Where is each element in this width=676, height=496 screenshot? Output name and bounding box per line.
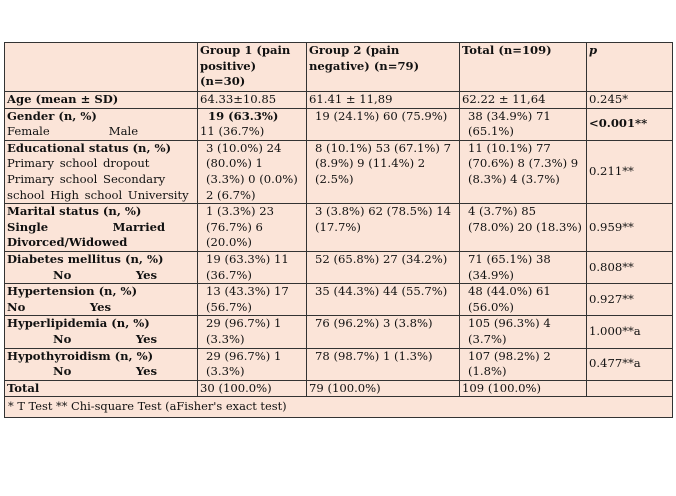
table-row-hypertension: [5, 284, 673, 316]
table-header-row: [5, 43, 673, 92]
cell-marital-group2: 3 (3.8%) 62 (78.5%) 14 (17.7%): [307, 204, 460, 252]
cell-education-group1: 3 (10.0%) 24 (80.0%) 1 (3.3%) 0 (0.0%) 2 (6.7%): [198, 140, 307, 203]
cell-marital-group1: 1 (3.3%) 23 (76.7%) 6 (20.0%): [198, 204, 307, 252]
cell-total-group1: 30 (100.0%): [198, 380, 307, 397]
cell-hypertension-total: 48 (44.0%) 61 (56.0%): [460, 284, 587, 316]
cell-total-total: 109 (100.0%): [460, 380, 587, 397]
row-label-hyperlipidemia: Hyperlipidemia (n, %): [7, 316, 150, 331]
row-label-age: Age (mean ± SD): [5, 92, 198, 109]
row-label-gender-cell: [5, 108, 198, 140]
cell-age-group2: 61.41 ± 11,89: [307, 92, 460, 109]
table-row-total: [5, 380, 673, 397]
row-sub-education: Primary school dropout Primary school Secondary school High school University: [7, 156, 189, 202]
cell-hypothyroidism-total: 107 (98.2%) 2 (1.8%): [460, 348, 587, 380]
cell-total-group2: 79 (100.0%): [307, 380, 460, 397]
table-row-education: [5, 140, 673, 203]
row-label-marital: Marital status (n, %): [7, 204, 142, 219]
cell-hypothyroidism-group1: 29 (96.7%) 1 (3.3%): [198, 348, 307, 380]
cell-diabetes-group2: 52 (65.8%) 27 (34.2%): [307, 251, 460, 283]
header-group2: Group 2 (pain negative) (n=79): [307, 43, 460, 92]
table-row-hyperlipidemia: [5, 316, 673, 348]
cell-total-p: [587, 380, 673, 397]
results-table: [4, 42, 673, 418]
row-label-education-cell: [5, 140, 198, 203]
row-label-hypertension-cell: [5, 284, 198, 316]
cell-hypertension-p: 0.927**: [587, 284, 673, 316]
row-sub-gender: Female Male: [7, 124, 139, 139]
cell-gender-p: <0.001**: [587, 108, 673, 140]
table-row-marital: [5, 204, 673, 252]
cell-gender-group2: 19 (24.1%) 60 (75.9%): [307, 108, 460, 140]
cell-education-group2: 8 (10.1%) 53 (67.1%) 7 (8.9%) 9 (11.4%) 2 (2.5%): [307, 140, 460, 203]
row-sub-diabetes: No Yes: [53, 267, 158, 282]
row-label-education: Educational status (n, %): [7, 140, 172, 155]
cell-gender-group1: [198, 108, 307, 140]
table-footnote-row: [5, 397, 673, 418]
cell-hypothyroidism-p: 0.477**a: [587, 348, 673, 380]
header-empty-cell: [5, 43, 198, 92]
row-label-gender: Gender (n, %): [7, 108, 97, 123]
row-label-diabetes: Diabetes mellitus (n, %): [7, 251, 164, 266]
row-label-hyperlipidemia-cell: [5, 316, 198, 348]
row-label-diabetes-cell: [5, 251, 198, 283]
row-sub-marital: Single Married Divorced/Widowed: [7, 219, 206, 250]
cell-hypothyroidism-group2: 78 (98.7%) 1 (1.3%): [307, 348, 460, 380]
header-group1: Group 1 (pain positive) (n=30): [198, 43, 307, 92]
row-label-hypertension: Hypertension (n, %): [7, 284, 138, 299]
row-sub-hypothyroidism: No Yes: [53, 364, 158, 379]
row-label-hypothyroidism: Hypothyroidism (n, %): [7, 348, 154, 363]
results-table-container: [4, 42, 672, 418]
cell-hyperlipidemia-group2: 76 (96.2%) 3 (3.8%): [307, 316, 460, 348]
header-p-value: p: [587, 43, 673, 92]
table-row-gender: [5, 108, 673, 140]
cell-hypertension-group2: 35 (44.3%) 44 (55.7%): [307, 284, 460, 316]
cell-hyperlipidemia-group1: 29 (96.7%) 1 (3.3%): [198, 316, 307, 348]
cell-gender-total: 38 (34.9%) 71 (65.1%): [460, 108, 587, 140]
cell-gender-group1-male: 11 (36.7%): [200, 124, 265, 139]
row-sub-hyperlipidemia: No Yes: [53, 331, 158, 346]
cell-diabetes-group1: 19 (63.3%) 11 (36.7%): [198, 251, 307, 283]
cell-gender-group1-female: 19 (63.3%): [208, 108, 279, 123]
header-total: Total (n=109): [460, 43, 587, 92]
table-row-hypothyroidism: [5, 348, 673, 380]
cell-diabetes-total: 71 (65.1%) 38 (34.9%): [460, 251, 587, 283]
cell-education-total: 11 (10.1%) 77 (70.6%) 8 (7.3%) 9 (8.3%) 4 (3.7%): [460, 140, 587, 203]
row-label-total: Total: [5, 380, 198, 397]
cell-hypertension-group1: 13 (43.3%) 17 (56.7%): [198, 284, 307, 316]
cell-age-group1: 64.33±10.85: [198, 92, 307, 109]
cell-education-p: 0.211**: [587, 140, 673, 203]
cell-hyperlipidemia-total: 105 (96.3%) 4 (3.7%): [460, 316, 587, 348]
cell-age-total: 62.22 ± 11,64: [460, 92, 587, 109]
cell-diabetes-p: 0.808**: [587, 251, 673, 283]
row-sub-hypertension: No Yes: [7, 299, 112, 314]
table-row-diabetes: [5, 251, 673, 283]
cell-marital-total: 4 (3.7%) 85 (78.0%) 20 (18.3%): [460, 204, 587, 252]
row-label-marital-cell: [5, 204, 206, 252]
table-footnote: * T Test ** Chi-square Test (aFisher's exact test): [5, 397, 673, 418]
cell-marital-p: 0.959**: [587, 204, 673, 252]
cell-hyperlipidemia-p: 1.000**a: [587, 316, 673, 348]
table-row-age: [5, 92, 673, 109]
cell-age-p: 0.245*: [587, 92, 673, 109]
row-label-hypothyroidism-cell: [5, 348, 198, 380]
